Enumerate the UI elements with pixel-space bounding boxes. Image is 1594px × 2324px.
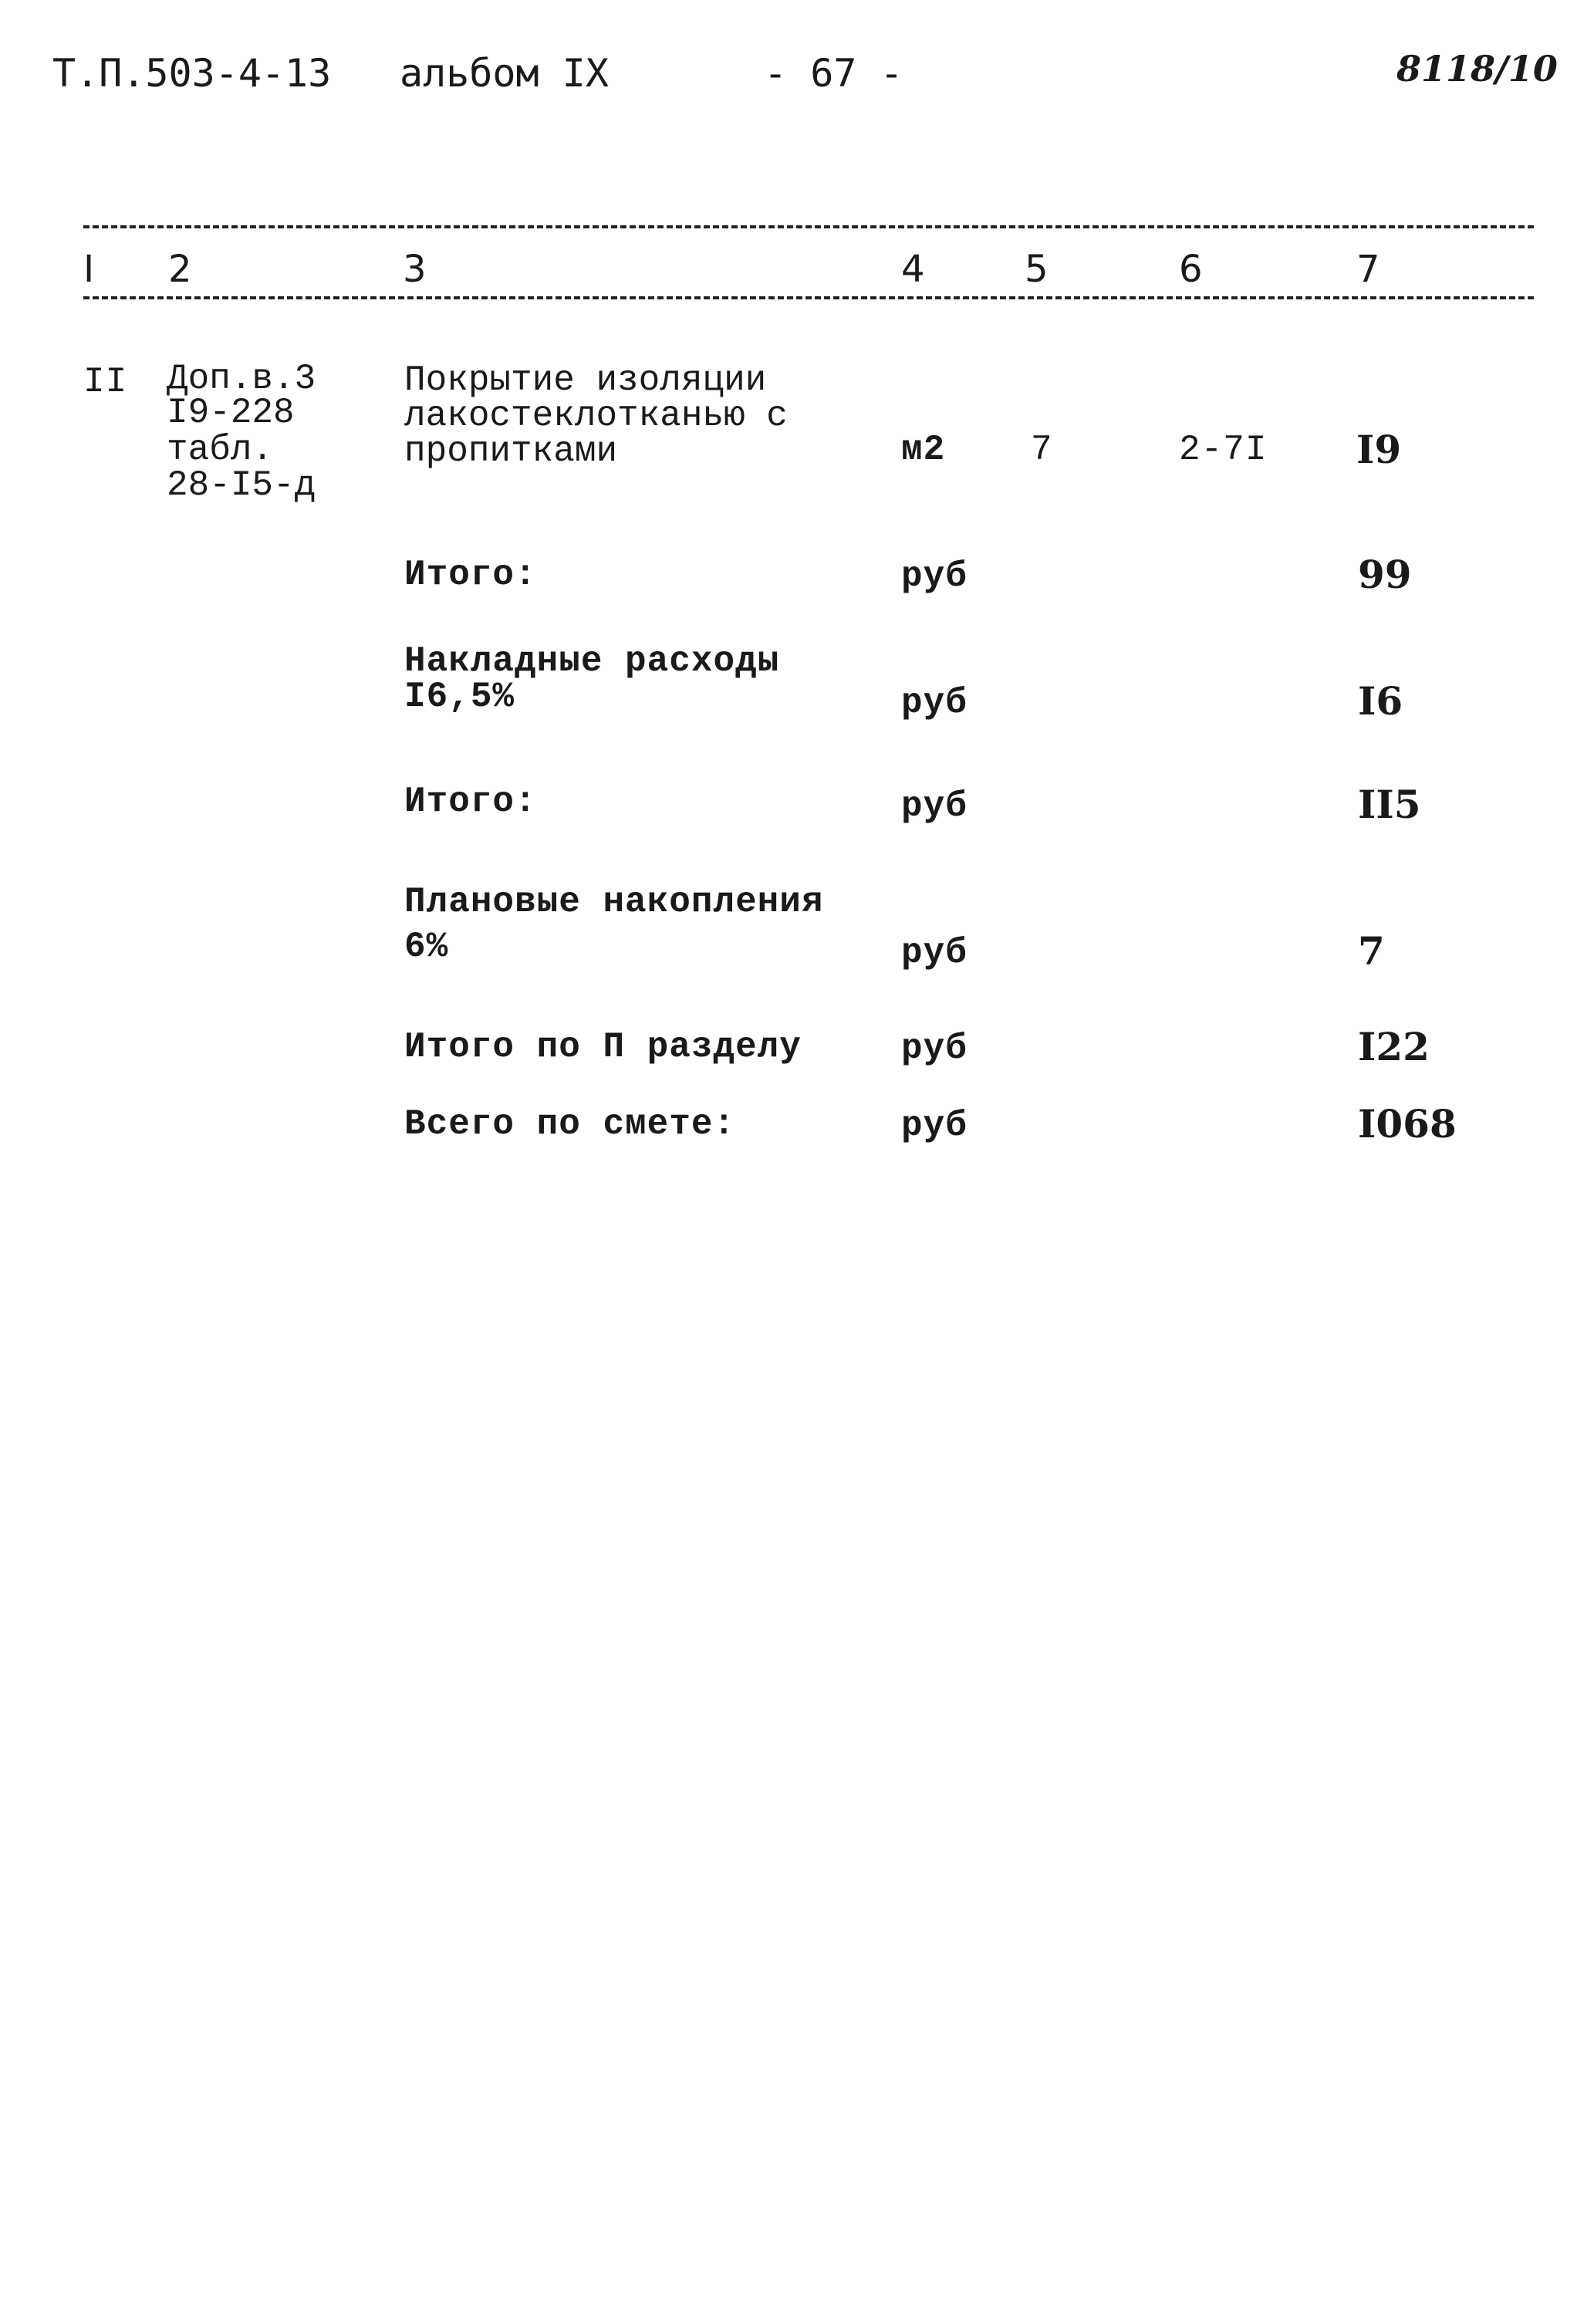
- page-number: - 67 -: [764, 51, 903, 96]
- handwritten-archive-number: 8118/10: [1396, 48, 1558, 90]
- summary-label: Итого по П разделу: [404, 1027, 802, 1067]
- document-code: Т.П.503-4-13: [52, 51, 332, 96]
- description-line: пропитками: [404, 431, 618, 471]
- summary-value: I068: [1358, 1101, 1457, 1147]
- summary-label: Накладные расходы: [404, 641, 780, 681]
- table-header-rule: [83, 296, 1534, 299]
- summary-label: 6%: [404, 927, 449, 967]
- quantity-cell: 7: [1031, 430, 1053, 470]
- column-header-1: I: [83, 248, 95, 291]
- column-header-7: 7: [1356, 248, 1380, 291]
- album-label: альбом IX: [400, 51, 609, 96]
- row-total-cell: I9: [1356, 427, 1402, 472]
- description-line: Покрытие изоляции: [404, 360, 767, 400]
- summary-value: I22: [1358, 1024, 1430, 1069]
- table-top-rule: [83, 225, 1534, 228]
- summary-unit: руб: [901, 933, 968, 973]
- summary-value: I6: [1358, 678, 1403, 724]
- summary-value: 7: [1358, 928, 1385, 974]
- summary-value: 99: [1358, 552, 1412, 597]
- column-header-6: 6: [1179, 248, 1203, 291]
- column-header-2: 2: [168, 248, 192, 291]
- summary-unit: руб: [901, 683, 968, 723]
- summary-unit: руб: [901, 1029, 968, 1069]
- description-line: лакостеклотканью с: [404, 396, 788, 436]
- column-header-5: 5: [1025, 248, 1049, 291]
- summary-value: II5: [1358, 782, 1421, 827]
- reference-line: I9-228: [167, 393, 295, 433]
- summary-label: Плановые накопления: [404, 882, 824, 922]
- summary-label: I6,5%: [404, 677, 515, 717]
- unit-price-cell: 2-7I: [1179, 430, 1268, 470]
- reference-line: табл.: [167, 430, 274, 470]
- reference-line: Доп.в.3: [167, 359, 316, 399]
- section-number: II: [83, 362, 128, 402]
- column-header-3: 3: [403, 248, 427, 291]
- summary-label: Всего по смете:: [404, 1104, 736, 1144]
- summary-unit: руб: [901, 786, 968, 826]
- summary-unit: руб: [901, 1106, 968, 1146]
- summary-unit: руб: [901, 556, 968, 596]
- unit-cell: м2: [901, 430, 946, 470]
- summary-label: Итого:: [404, 782, 537, 822]
- summary-label: Итого:: [404, 555, 537, 595]
- column-header-4: 4: [901, 248, 925, 291]
- reference-line: 28-I5-д: [167, 465, 316, 505]
